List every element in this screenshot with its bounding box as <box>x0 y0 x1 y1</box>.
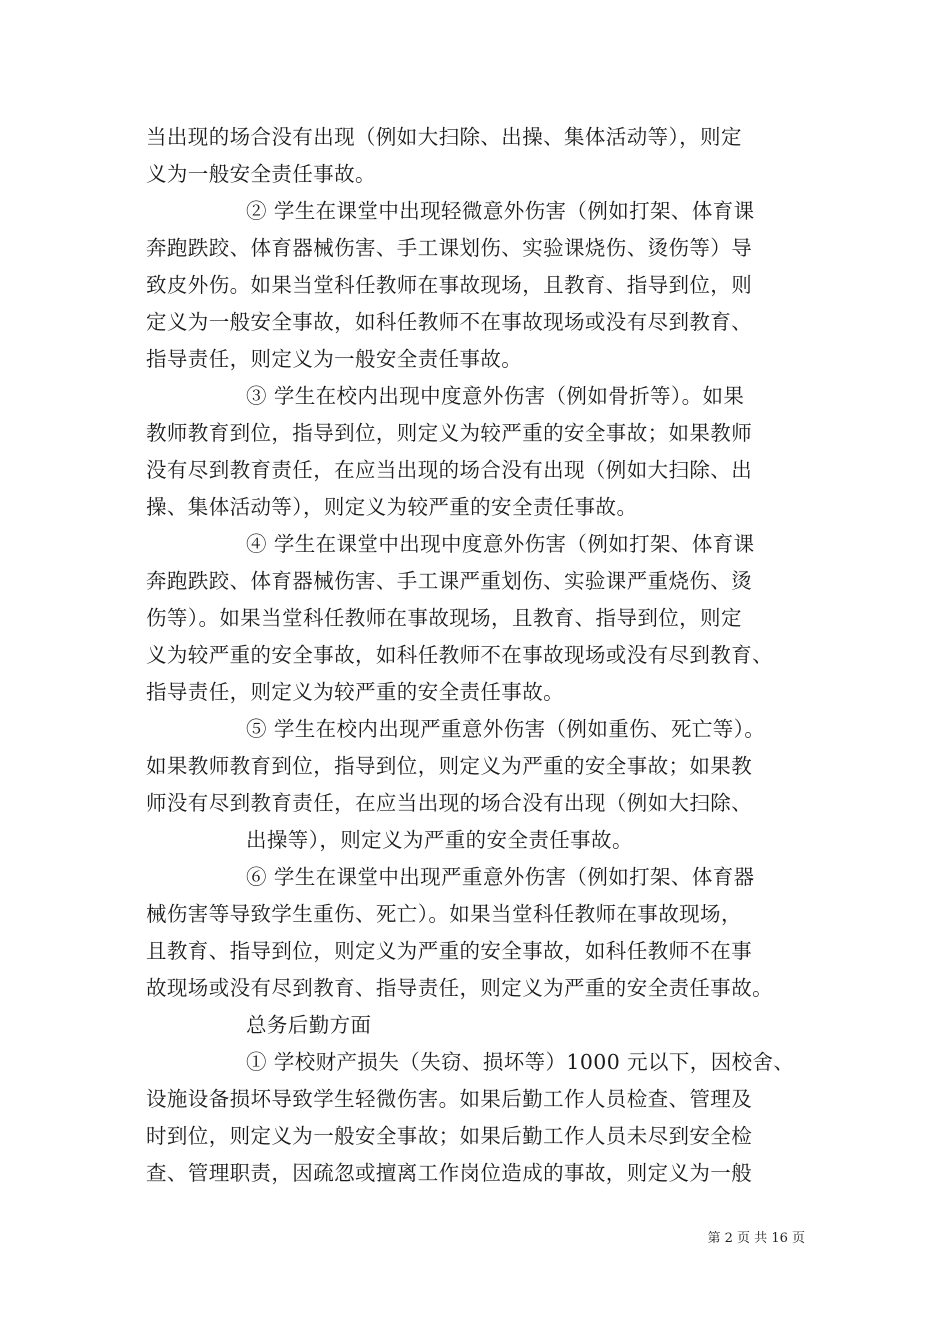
page-number-footer: 第 2 页 共 16 页 <box>707 1231 805 1246</box>
text-line: 义为较严重的安全事故，如科任教师不在事故现场或没有尽到教育、 <box>146 643 773 667</box>
text-line: 设施设备损坏导致学生轻微伤害。如果后勤工作人员检查、管理及 <box>146 1087 753 1111</box>
text-line: 指导责任，则定义为一般安全责任事故。 <box>146 347 523 371</box>
text-line: 指导责任，则定义为较严重的安全责任事故。 <box>146 680 564 704</box>
text-line: 致皮外伤。如果当堂科任教师在事故现场，且教育、指导到位，则 <box>146 273 753 297</box>
text-line: 奔跑跌跤、体育器械伤害、手工课划伤、实验课烧伤、烫伤等）导 <box>146 236 753 260</box>
text-line: ⑥ 学生在课堂中出现严重意外伤害（例如打架、体育器 <box>246 865 755 889</box>
text-line: ⑤ 学生在校内出现严重意外伤害（例如重伤、死亡等）。 <box>246 717 766 741</box>
text-line: 奔跑跌跤、体育器械伤害、手工课严重划伤、实验课严重烧伤、烫 <box>146 569 753 593</box>
text-line: 操、集体活动等），则定义为较严重的安全责任事故。 <box>146 495 638 519</box>
text-line: 师没有尽到教育责任，在应当出现的场合没有出现（例如大扫除、 <box>146 791 753 815</box>
text-line: 义为一般安全责任事故。 <box>146 162 376 186</box>
section-heading: 总务后勤方面 <box>246 1013 372 1037</box>
text-line: 教师教育到位，指导到位，则定义为较严重的安全事故；如果教师 <box>146 421 753 445</box>
text-line: ③ 学生在校内出现中度意外伤害（例如骨折等）。如果 <box>246 384 745 408</box>
text-line: 没有尽到教育责任，在应当出现的场合没有出现（例如大扫除、出 <box>146 458 753 482</box>
text-line: 查、管理职责，因疏忽或擅离工作岗位造成的事故，则定义为一般 <box>146 1161 753 1185</box>
text-line: 械伤害等导致学生重伤、死亡）。如果当堂科任教师在事故现场， <box>146 902 742 926</box>
text-line: 出操等），则定义为严重的安全责任事故。 <box>246 828 633 852</box>
text-line: 如果教师教育到位，指导到位，则定义为严重的安全事故；如果教 <box>146 754 753 778</box>
text-line: 时到位，则定义为一般安全事故；如果后勤工作人员未尽到安全检 <box>146 1124 753 1148</box>
text-line: ① 学校财产损失（失窃、损坏等）1000 元以下，因校舍、 <box>246 1050 795 1074</box>
text-line: ② 学生在课堂中出现轻微意外伤害（例如打架、体育课 <box>246 199 755 223</box>
text-line: 故现场或没有尽到教育、指导责任，则定义为严重的安全责任事故。 <box>146 976 773 1000</box>
text-line: 定义为一般安全事故，如科任教师不在事故现场或没有尽到教育、 <box>146 310 753 334</box>
text-line: 当出现的场合没有出现（例如大扫除、出操、集体活动等），则定 <box>146 125 742 149</box>
text-line: 且教育、指导到位，则定义为严重的安全事故，如科任教师不在事 <box>146 939 753 963</box>
text-line: 伤等）。如果当堂科任教师在事故现场，且教育、指导到位，则定 <box>146 606 742 630</box>
text-line: ④ 学生在课堂中出现中度意外伤害（例如打架、体育课 <box>246 532 755 556</box>
